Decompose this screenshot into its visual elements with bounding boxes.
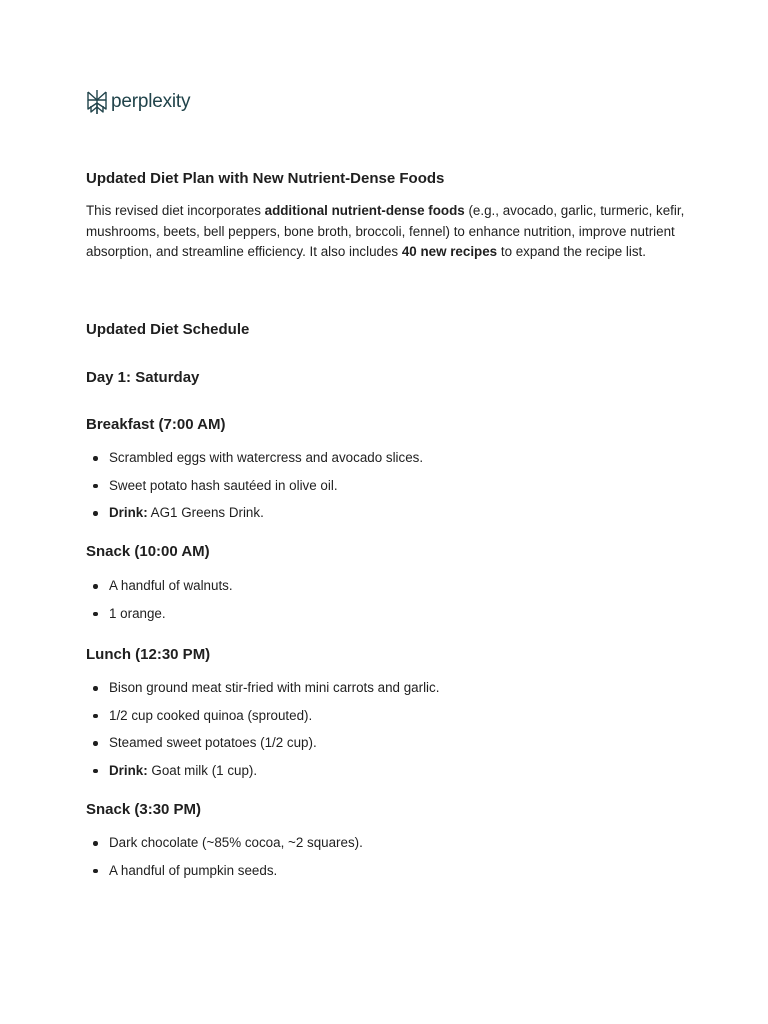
meal-heading-breakfast: Breakfast (7:00 AM) bbox=[86, 416, 226, 433]
meal-list-breakfast bbox=[86, 449, 686, 532]
meal-list-lunch bbox=[86, 679, 686, 789]
item-prefix: Drink: bbox=[109, 505, 148, 520]
list-item bbox=[86, 449, 686, 477]
list-item bbox=[86, 477, 686, 505]
item-text: Sweet potato hash sautéed in olive oil. bbox=[109, 477, 338, 493]
meal-heading-morning-snack: Snack (10:00 AM) bbox=[86, 543, 210, 560]
item-text: Goat milk (1 cup). bbox=[147, 762, 258, 778]
intro-segment-bold: 40 new recipes bbox=[401, 244, 498, 259]
brand-name: perplexity bbox=[111, 91, 191, 112]
item-text: AG1 Greens Drink. bbox=[147, 505, 264, 520]
item-text: A handful of pumpkin seeds. bbox=[109, 862, 278, 878]
meal-list-afternoon-snack bbox=[86, 834, 686, 889]
intro-segment: (e.g., avocado, garlic, turmeric, kefir, mushrooms, beets, bell peppers, bone broth, broccoli, fennel) to enhance nutrition, improve nutrient absorption, and streamline efficiency. It also includes bbox=[86, 203, 685, 259]
list-item bbox=[86, 762, 686, 790]
perplexity-icon bbox=[86, 89, 108, 115]
list-item bbox=[86, 834, 686, 862]
item-text: 1 orange. bbox=[109, 605, 166, 621]
meal-heading-lunch: Lunch (12:30 PM) bbox=[86, 646, 211, 663]
item-text: A handful of walnuts. bbox=[109, 578, 233, 593]
item-text: Scrambled eggs with watercress and avocado slices. bbox=[109, 450, 424, 465]
list-item bbox=[86, 707, 686, 735]
schedule-heading: Updated Diet Schedule bbox=[86, 321, 250, 338]
perplexity-logo bbox=[86, 88, 190, 116]
day-heading: Day 1: Saturday bbox=[86, 369, 200, 386]
item-text: Dark chocolate (~85% cocoa, ~2 squares). bbox=[109, 835, 363, 850]
list-item bbox=[86, 605, 686, 633]
item-text: Bison ground meat stir-fried with mini carrots and garlic. bbox=[109, 680, 440, 695]
list-item bbox=[86, 679, 686, 707]
intro-segment: to expand the recipe list. bbox=[497, 244, 646, 259]
meal-heading-afternoon-snack: Snack (3:30 PM) bbox=[86, 801, 202, 818]
intro-paragraph bbox=[86, 201, 686, 263]
item-prefix: Drink: bbox=[109, 762, 148, 778]
meal-list-morning-snack bbox=[86, 577, 686, 632]
list-item bbox=[86, 734, 686, 762]
document-title: Updated Diet Plan with New Nutrient-Dense Foods bbox=[86, 170, 445, 187]
list-item bbox=[86, 862, 686, 890]
item-text: 1/2 cup cooked quinoa (sprouted). bbox=[109, 707, 313, 723]
item-text: Steamed sweet potatoes (1/2 cup). bbox=[109, 735, 317, 750]
intro-segment: This revised diet incorporates bbox=[86, 203, 265, 218]
list-item bbox=[86, 504, 686, 532]
intro-segment-bold: additional nutrient-dense foods bbox=[264, 203, 465, 218]
list-item bbox=[86, 577, 686, 605]
